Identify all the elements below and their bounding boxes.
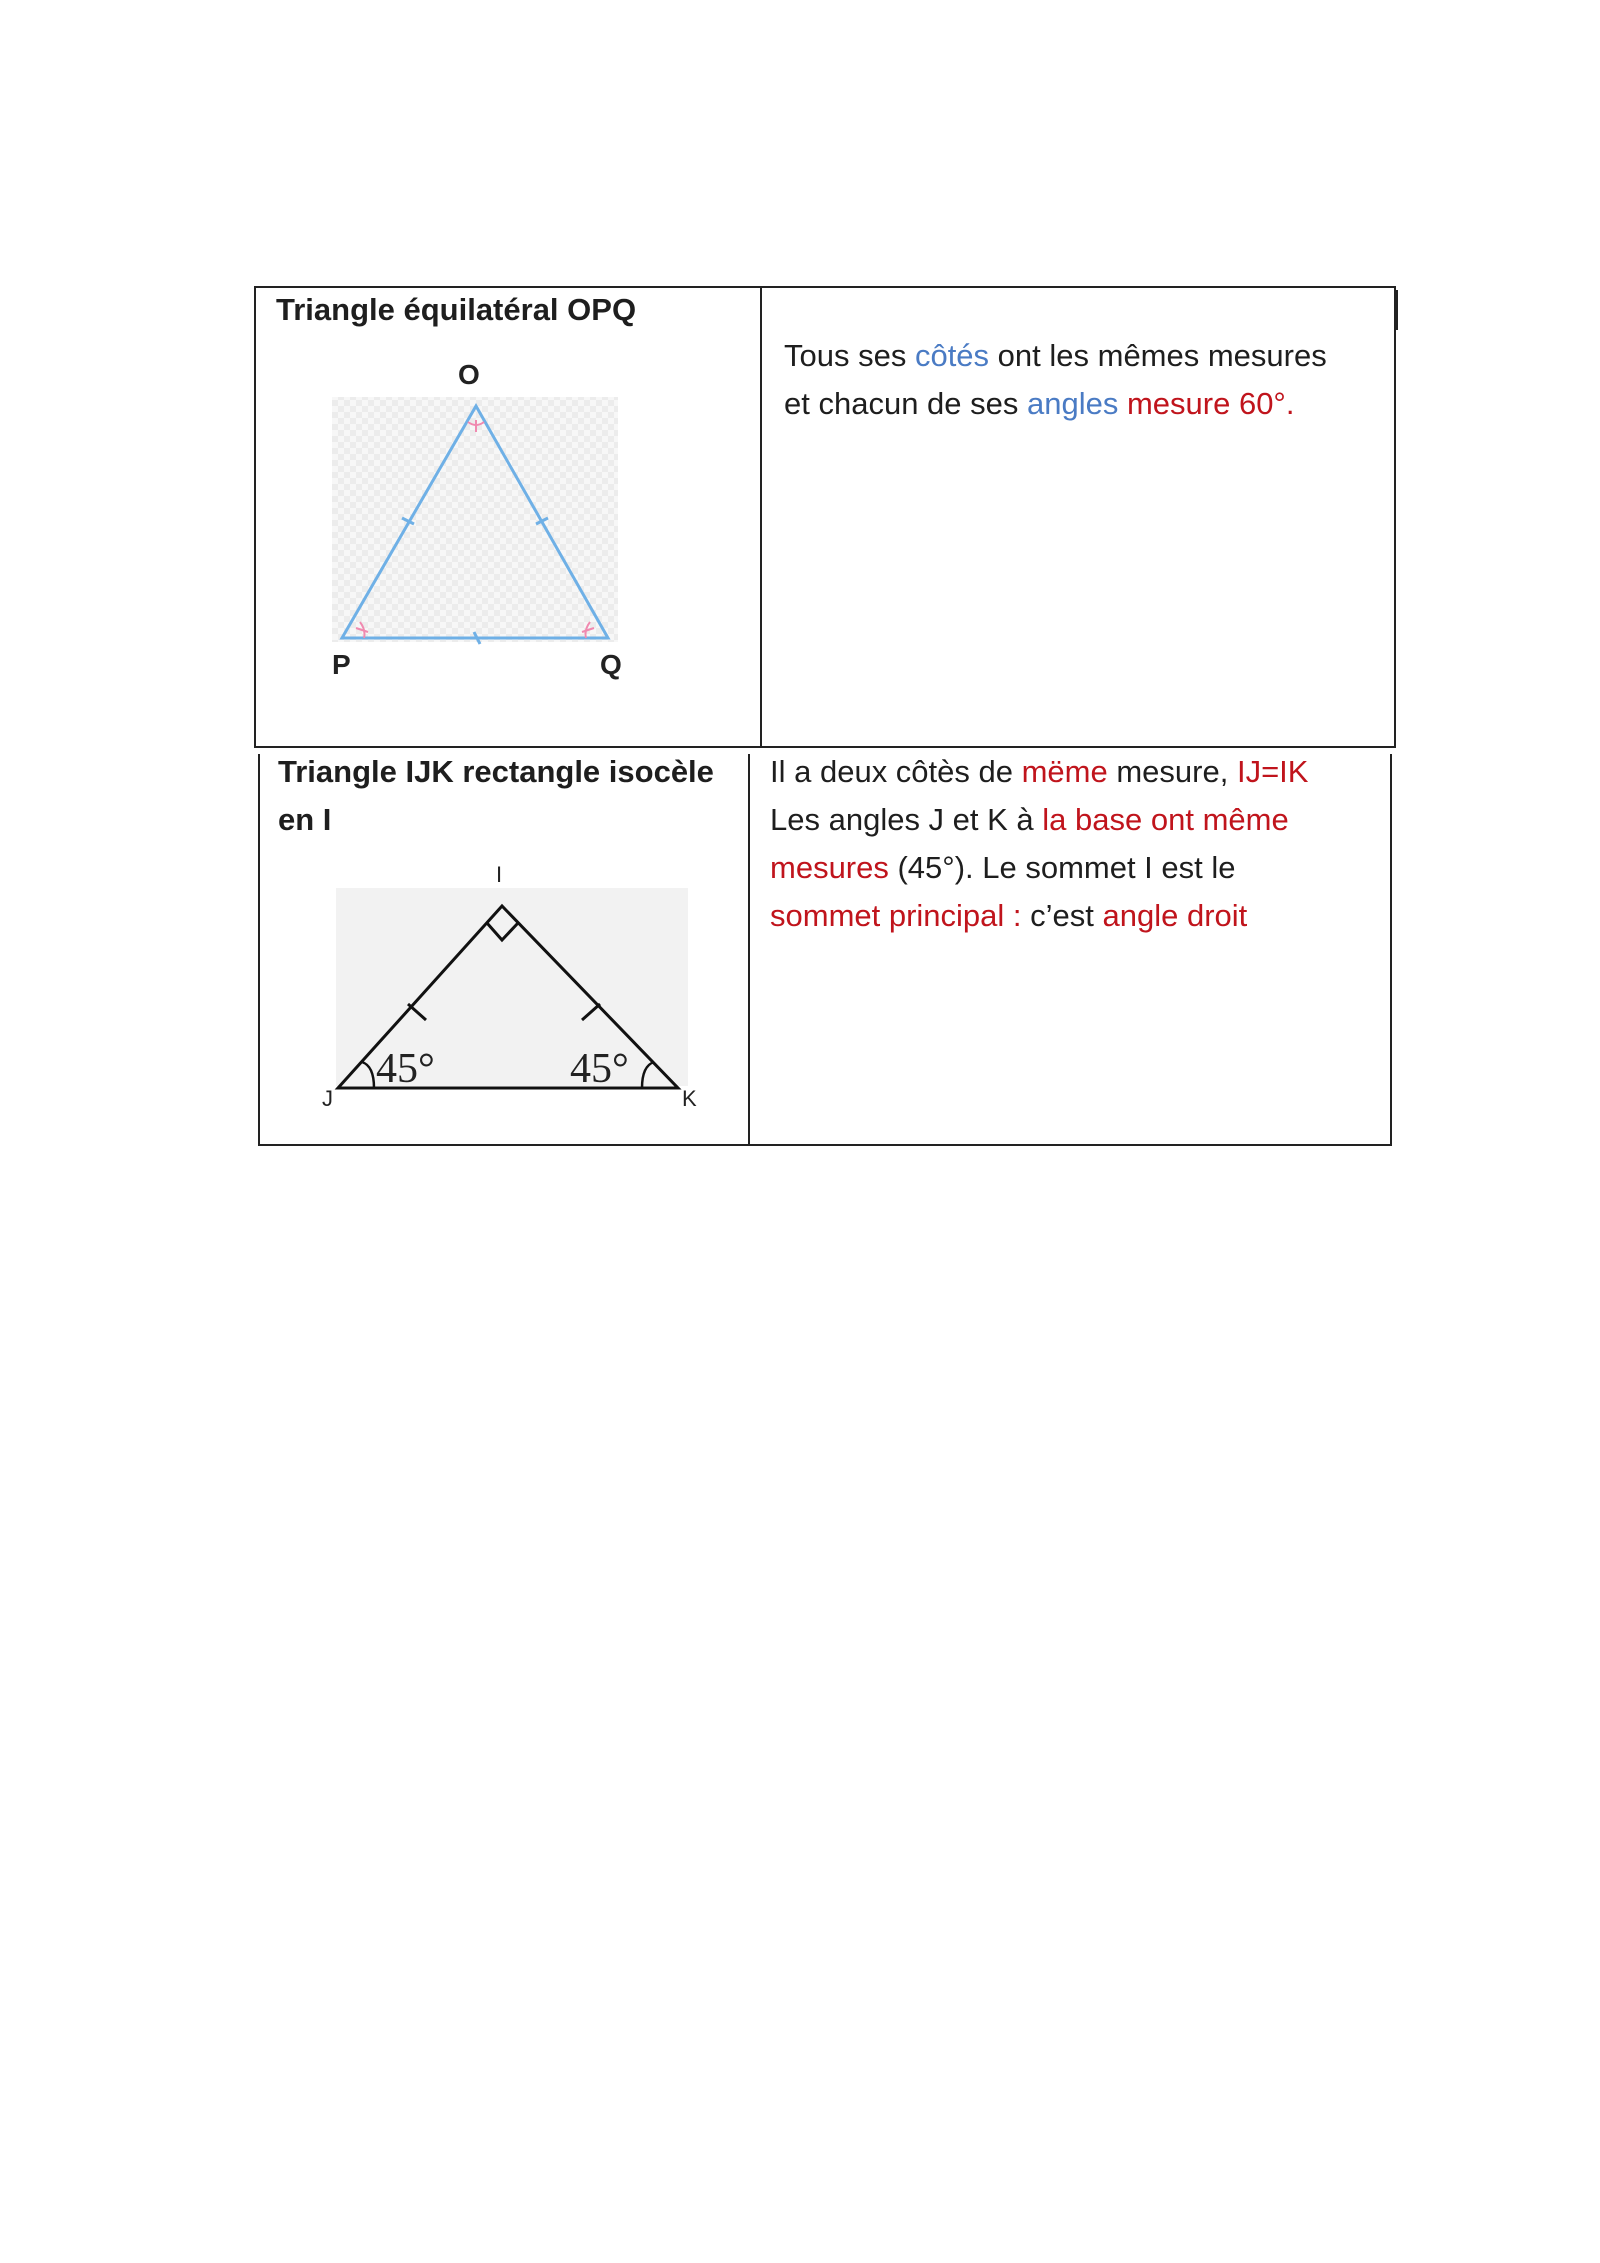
row1-description-line1: Tous ses côtés ont les mêmes mesures — [784, 338, 1327, 373]
right-isosceles-triangle-figure — [320, 862, 720, 1116]
vertex-label-q: Q — [600, 649, 622, 680]
stray-vertical-mark — [1396, 290, 1398, 330]
row2-description-line3: mesures (45°). Le sommet I est le — [770, 850, 1236, 885]
angle-label-j: 45° — [376, 1046, 435, 1092]
row2-description-line1: Il a deux côtès de mëme mesure, IJ=IK — [770, 754, 1309, 789]
vertex-label-j: J — [322, 1086, 333, 1111]
vertex-label-p: P — [332, 649, 351, 680]
figure-background — [332, 397, 618, 642]
vertex-label-o: O — [458, 359, 480, 390]
vertex-label-i: I — [496, 862, 503, 887]
row1-title: Triangle équilatéral OPQ — [276, 292, 637, 327]
equilateral-triangle-figure — [320, 352, 640, 682]
row1-description — [784, 332, 1327, 428]
row2-description — [770, 748, 1308, 940]
row2-description-line2: Les angles J et K à la base ont même — [770, 802, 1289, 837]
row1-description-line2: et chacun de ses angles mesure 60°. — [784, 386, 1295, 421]
angle-label-k: 45° — [570, 1046, 629, 1092]
row2-title-line1: Triangle IJK rectangle isocèle — [278, 754, 714, 789]
vertex-label-k: K — [682, 1086, 697, 1111]
row2-title — [278, 748, 714, 844]
row2-description-line4: sommet principal : c’est angle droit — [770, 898, 1248, 933]
row2-title-line2: en I — [278, 802, 332, 837]
